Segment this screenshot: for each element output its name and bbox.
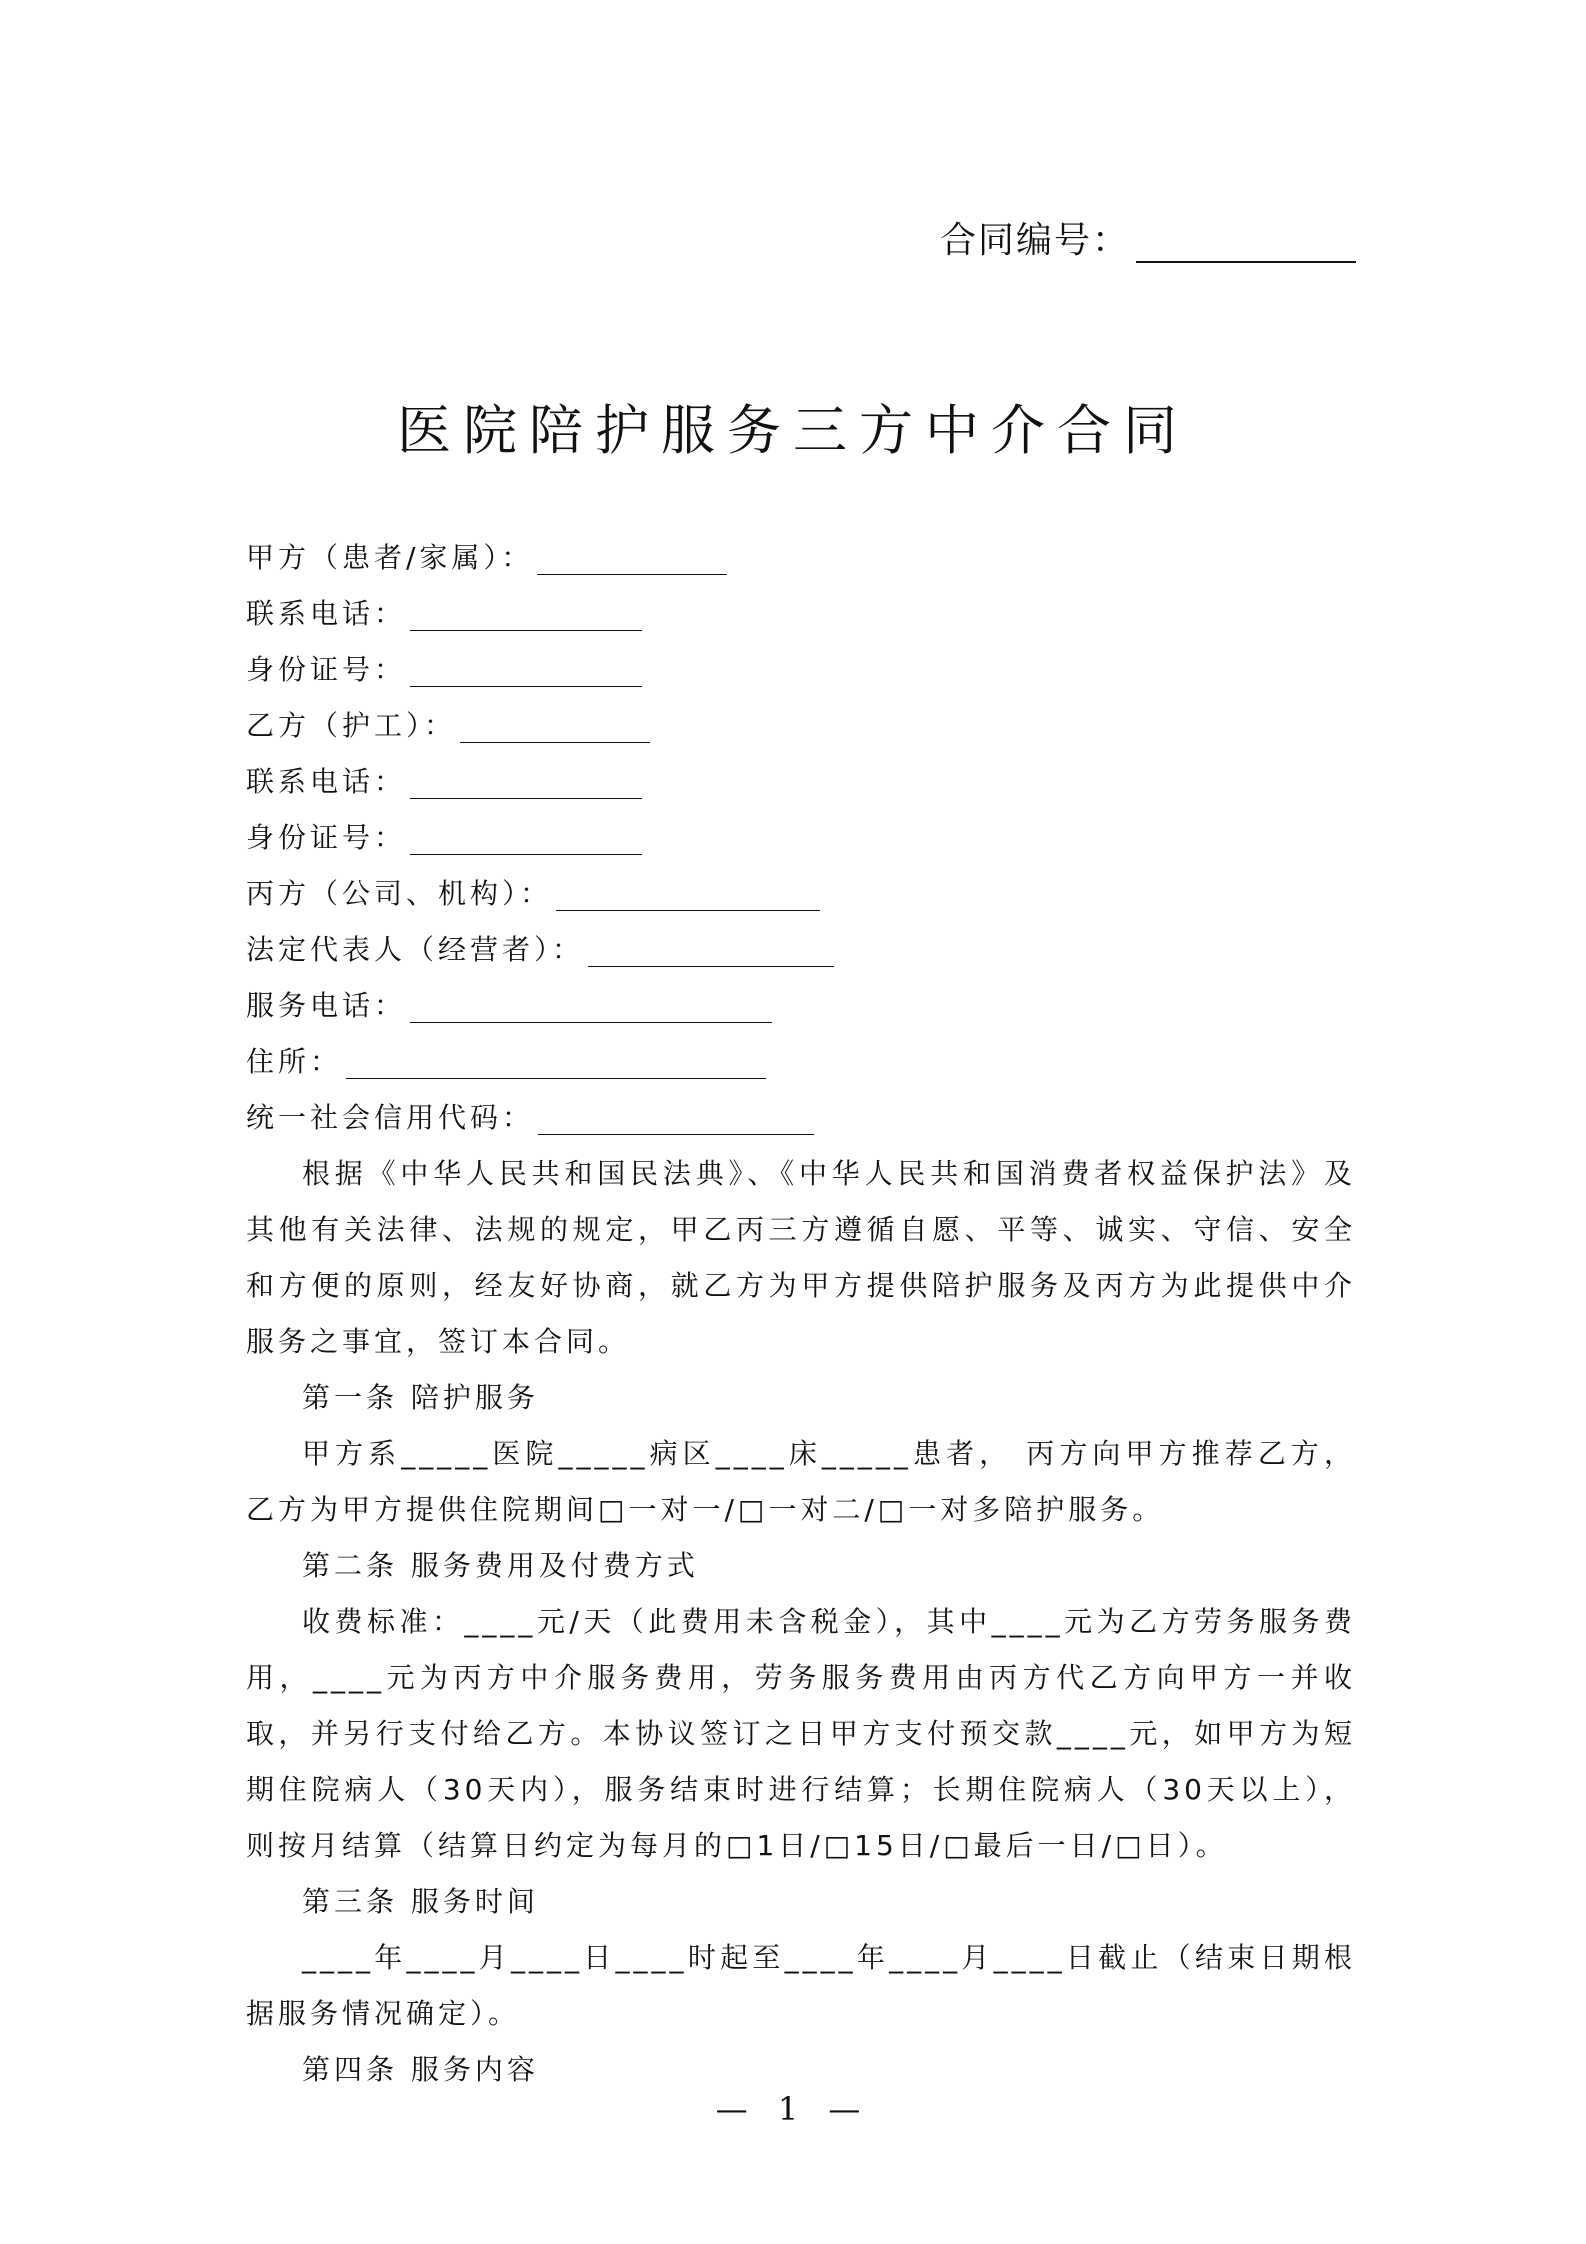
contract-number: [940, 212, 1356, 263]
field-blank: [537, 544, 727, 575]
field-label: 服务电话：: [246, 989, 407, 1022]
party-a-phone-field: [246, 586, 1356, 642]
field-blank: [410, 600, 642, 631]
party-b-phone-field: [246, 754, 1356, 810]
article-4-heading: 第四条 服务内容: [302, 2053, 539, 2086]
field-blank: [556, 880, 820, 911]
field-label: 丙方（公司、机构）：: [246, 877, 553, 910]
document-title: 医院陪护服务三方中介合同: [397, 399, 1189, 462]
field-blank: [410, 992, 772, 1023]
article-2-heading: 第二条 服务费用及付费方式: [302, 1549, 699, 1582]
party-a-field: [246, 530, 1356, 586]
field-label: 法定代表人（经营者）：: [246, 933, 585, 966]
field-label: 统一社会信用代码：: [246, 1101, 535, 1134]
article-2-text: 收费标准：____元/天（此费用未含税金），其中____元为乙方劳务服务费用，____元为丙方中介服务费用，劳务服务费用由丙方代乙方向甲方一并收取，并另行支付给乙方。本协议签订之日甲方支付预交款____元，如甲方为短期住院病人（30天内），服务结束时进行结算；长期住院病人（30天以上），则按月结算（结算日约定为每月的□1日/□15日/□最后一日/□日）。: [246, 1605, 1356, 1862]
contract-number-blank: [1136, 227, 1356, 263]
party-a-id-field: [246, 642, 1356, 698]
contract-number-label: 合同编号：: [940, 220, 1131, 261]
credit-code-field: [246, 1090, 1356, 1146]
field-label: 联系电话：: [246, 597, 407, 630]
field-label: 身份证号：: [246, 653, 407, 686]
article-3-heading: 第三条 服务时间: [302, 1885, 539, 1918]
field-blank: [588, 936, 834, 967]
article-1-heading: 第一条 陪护服务: [302, 1381, 539, 1414]
article-3-text: ____年____月____日____时起至____年____月____日截止（结束日期根据服务情况确定）。: [246, 1941, 1356, 2030]
field-label: 联系电话：: [246, 765, 407, 798]
page-number: — 1 —: [715, 2090, 871, 2128]
field-blank: [460, 712, 650, 743]
party-c-field: [246, 866, 1356, 922]
address-field: [246, 1034, 1356, 1090]
service-phone-field: [246, 978, 1356, 1034]
article-1-text: 甲方系_____医院_____病区____床_____患者， 丙方向甲方推荐乙方，乙方为甲方提供住院期间□一对一/□一对二/□一对多陪护服务。: [246, 1437, 1356, 1526]
legal-rep-field: [246, 922, 1356, 978]
field-blank: [410, 656, 642, 687]
field-blank: [410, 824, 642, 855]
preamble-paragraph: 根据《中华人民共和国民法典》、《中华人民共和国消费者权益保护法》及其他有关法律、法规的规定，甲乙丙三方遵循自愿、平等、诚实、守信、安全和方便的原则，经友好协商，就乙方为甲方提供陪护服务及丙方为此提供中介服务之事宜，签订本合同。: [246, 1157, 1356, 1358]
field-label: 住所：: [246, 1045, 343, 1078]
field-blank: [538, 1104, 814, 1135]
field-label: 甲方（患者/家属）：: [246, 541, 534, 574]
field-label: 身份证号：: [246, 821, 407, 854]
party-b-field: [246, 698, 1356, 754]
field-label: 乙方（护工）：: [246, 709, 457, 742]
document-body: [246, 530, 1356, 2098]
field-blank: [346, 1048, 766, 1079]
party-b-id-field: [246, 810, 1356, 866]
field-blank: [410, 768, 642, 799]
